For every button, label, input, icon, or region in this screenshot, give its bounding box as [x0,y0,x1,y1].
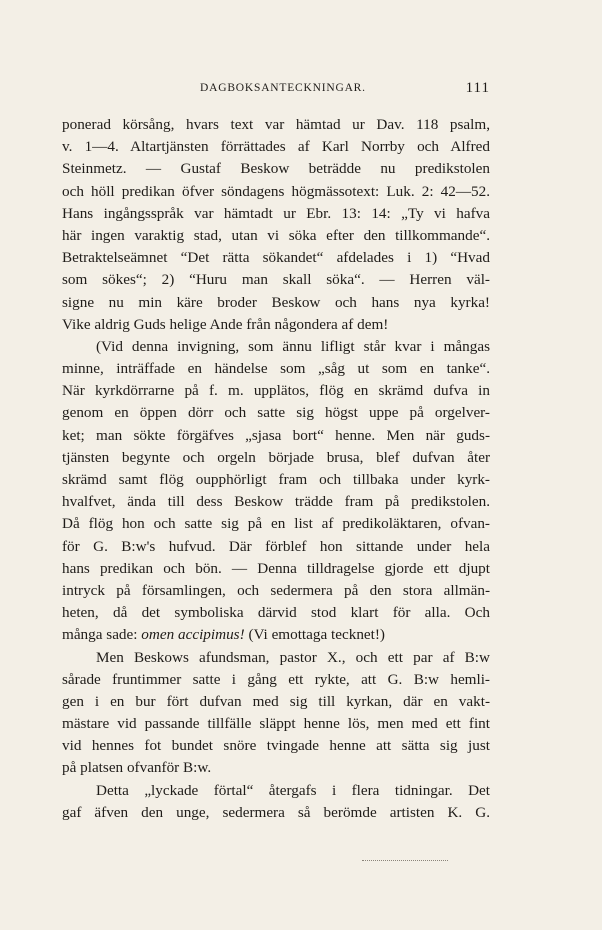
text-line: som sökes“; 2) “Huru man skall söka“. — Herren väl- [62,271,490,289]
text-line: (Vid denna invigning, som ännu lifligt står kvar i mångas [96,337,490,355]
text-line: signe nu min käre broder Beskow och hans nya kyrka! [62,293,490,311]
text-line: ket; man sökte förgäfves „sjasa bort“ henne. Men när guds- [62,426,490,444]
text-line: v. 1—4. Altartjänsten förrättades af Karl Norrby och Alfred [62,138,490,156]
text-line: gen i en bur fört dufvan med sig till kyrkan, där en vakt- [62,692,490,710]
text-line: Vike aldrig Guds helige Ande från någondera af dem! [62,315,389,333]
text-line: intryck på församlingen, och sedermera på den stora allmän- [62,581,490,599]
text-line: Detta „lyckade förtal“ återgafs i flera tidningar. Det [96,781,490,799]
text-line: skrämd samt flög oupphörligt fram och tillbaka under kyrk- [62,471,490,488]
running-title: DAGBOKSANTECKNINGAR. [200,82,366,94]
text-line: minne, inträffade en händelse som „såg ut som en tanke“. [62,360,490,378]
text-line: Hans ingångsspråk var hämtadt ur Ebr. 13: 14: „Ty vi hafva [62,204,490,222]
text-line: Då flög hon och satte sig på en list af predikoläktaren, ofvan- [62,515,490,533]
text-line: tjänsten begynte och orgeln började brusa, blef dufvan åter [62,448,490,466]
text-line: för G. B:w's hufvud. Där förblef hon sittande under hela [62,537,490,555]
text-line: här ingen varaktig stad, utan vi söka efter den tillkommande“. [62,226,490,244]
page-number: 111 [465,80,490,96]
text-line: heten, då det symboliska därvid stod klart för alla. Och [62,604,490,622]
text-line: Betraktelseämnet “Det rätta sökandet“ afdelades i 1) “Hvad [62,249,490,267]
footer-rule [362,860,448,861]
text-line: Steinmetz. — Gustaf Beskow beträdde nu predikstolen [62,160,490,178]
text-line: på platsen ofvanför B:w. [62,759,212,777]
latin-phrase: omen accipimus! [141,626,245,644]
text-line: och höll predikan öfver söndagens högmässotext: Luk. 2: 42—52. [62,182,490,200]
text-line: hans predikan och bön. — Denna tilldragelse gjorde ett djupt [62,559,490,577]
running-head [62,80,490,102]
text-line: genom en öppen dörr och satte sig högst uppe på orgelver- [62,404,490,422]
text-line: När kyrkdörrarne på f. m. upplätos, flög en skrämd dufva in [62,382,490,400]
body-text [62,114,490,824]
text-line: många sade: omen accipimus! (Vi emottaga tecknet!) [62,626,385,644]
text-line: sårade fruntimmer satte i gång ett rykte, att G. B:w hemli- [62,670,490,688]
text-line: hvalfvet, ända till dess Beskow trädde fram på predikstolen. [62,493,490,511]
text-line: vid hennes fot bundet snöre tvingade henne att sätta sig just [62,737,490,755]
text-line: ponerad körsång, hvars text var hämtad ur Dav. 118 psalm, [62,116,490,133]
text-line: mästare vid passande tillfälle släppt henne lös, men med ett fint [62,715,490,733]
text-line: Men Beskows afundsman, pastor X., och ett par af B:w [96,648,490,666]
text-line: gaf äfven den unge, sedermera så berömde artisten K. G. [62,803,490,821]
